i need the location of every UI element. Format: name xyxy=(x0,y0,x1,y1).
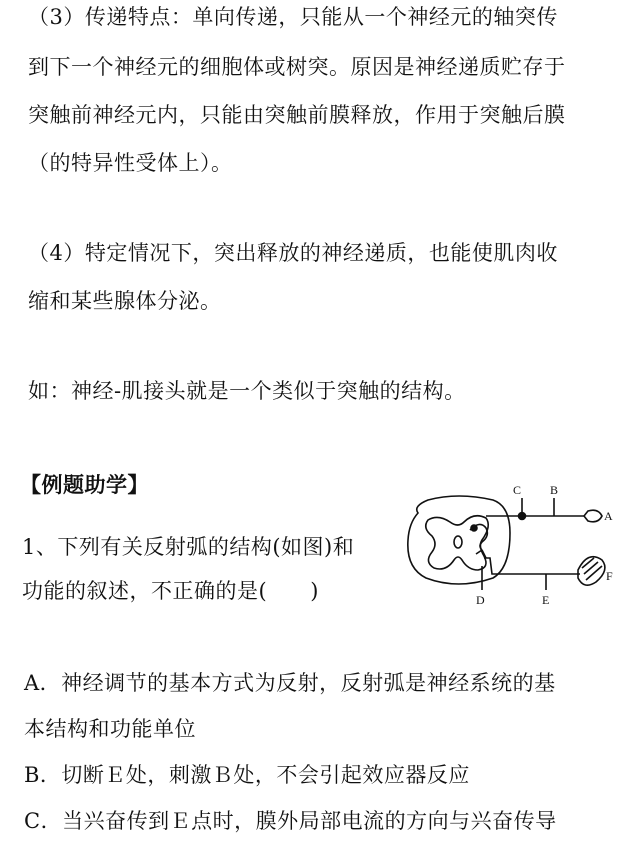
label-f: F xyxy=(606,569,613,583)
paragraph-line-2: 到下一个神经元的细胞体或树突。原因是神经递质贮存于 xyxy=(28,55,566,79)
paragraph-line-3: 突触前神经元内，只能由突触前膜释放，作用于突触后膜 xyxy=(28,103,566,127)
label-c: C xyxy=(513,483,522,497)
reflex-arc-diagram xyxy=(398,478,628,613)
option-a-line-1: A．神经调节的基本方式为反射，反射弧是神经系统的基 xyxy=(24,671,556,695)
question-line-2: 功能的叙述，不正确的是( ) xyxy=(22,579,319,603)
section-title: 【例题助学】 xyxy=(20,472,149,497)
paragraph-line-6: 缩和某些腺体分泌。 xyxy=(28,289,222,313)
label-b: B xyxy=(550,483,559,497)
efferent-fiber xyxy=(484,558,580,574)
ganglion-c xyxy=(519,513,526,520)
example-line: 如：神经-肌接头就是一个类似于突触的结构。 xyxy=(28,379,466,403)
label-d: D xyxy=(476,593,485,607)
option-a-line-2: 本结构和功能单位 xyxy=(24,717,196,741)
label-e: E xyxy=(542,593,550,607)
option-b: B．切断Ｅ处，刺激Ｂ处，不会引起效应器反应 xyxy=(24,763,470,787)
spinal-cord-outline xyxy=(408,496,510,584)
label-a: A xyxy=(604,509,613,523)
central-canal xyxy=(454,536,462,548)
paragraph-line-5: （4）特定情况下，突出释放的神经递质，也能使肌肉收 xyxy=(28,241,558,265)
paragraph-line-4: （的特异性受体上）。 xyxy=(28,151,233,175)
receptor-a xyxy=(584,510,602,522)
option-c: C．当兴奋传到Ｅ点时，膜外局部电流的方向与兴奋传导 xyxy=(24,809,557,833)
paragraph-line-1: （3）传递特点：单向传递，只能从一个神经元的轴突传 xyxy=(28,5,558,29)
question-line-1: 1、下列有关反射弧的结构(如图)和 xyxy=(22,535,355,559)
